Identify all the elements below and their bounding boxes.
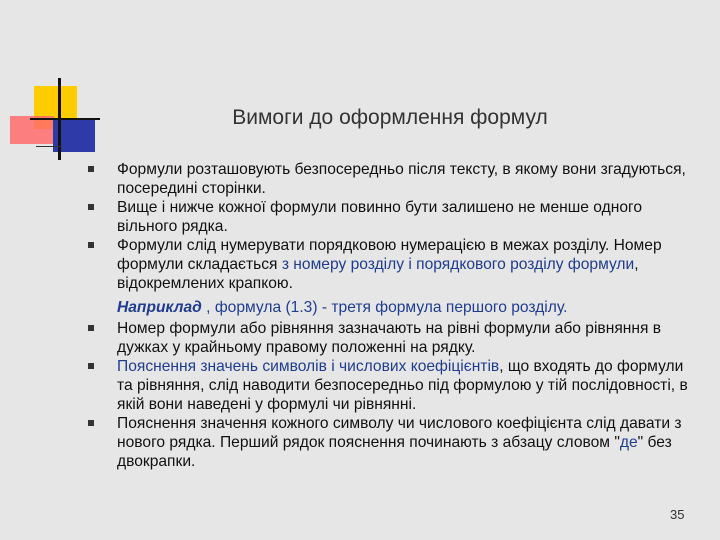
- bullet-list: [80, 160, 695, 471]
- highlight-text: де: [619, 434, 638, 451]
- square-bullet-icon: [88, 242, 94, 248]
- decor-horizontal-line: [30, 118, 100, 120]
- list-item: [80, 160, 695, 198]
- example-text: , формула (1.3) - третя формула першого: [201, 299, 512, 316]
- decor-red-square: [10, 116, 54, 144]
- page-number: 35: [670, 507, 685, 522]
- example-highlight: розділу: [511, 299, 564, 316]
- square-bullet-icon: [88, 204, 94, 210]
- square-bullet-icon: [88, 325, 94, 331]
- list-item-text: " без двокрапки.: [117, 434, 672, 470]
- list-item-text: Пояснення значення кожного символу чи числового коефіцієнта слід давати з нового рядка. Перший рядок пояснення починають з абзацу словом ": [117, 415, 682, 451]
- highlight-text: з номеру розділу і порядкового розділу формули: [281, 256, 635, 273]
- list-item: [80, 357, 695, 414]
- list-item-text: Формули слід нумерувати порядковою нумерацією в межах розділу. Номер формули складається: [117, 237, 662, 273]
- list-item-text: , що входять до формули та рівняння, слід наводити безпосередньо під формулою у тій послідовності, в якій вони наведені у формулі чи рівнянні.: [117, 358, 688, 413]
- square-bullet-icon: [88, 363, 94, 369]
- decor-short-line: [36, 146, 62, 147]
- list-item: [80, 414, 695, 471]
- list-item-text: Номер формули або рівняння зазначають на рівні формули або рівняння в дужках у крайньому правому положенні на рядку.: [117, 320, 662, 356]
- list-item: [80, 198, 695, 236]
- example-end: .: [563, 299, 568, 316]
- example-heading: Наприклад: [117, 299, 202, 316]
- list-item-text: , відокремлених крапкою.: [117, 256, 639, 292]
- list-item: [80, 319, 695, 357]
- list-item-text: Вище і нижче кожної формули повинно бути залишено не менше одного вільного рядка.: [117, 199, 643, 235]
- square-bullet-icon: [88, 420, 94, 426]
- highlight-text: Пояснення значень символів і числових коефіцієнтів: [117, 358, 500, 375]
- list-item: [80, 236, 695, 293]
- list-item-text: Формули розташовують безпосередньо після тексту, в якому вони згадуються, посередині сторінки.: [117, 161, 686, 197]
- example-line: [80, 298, 695, 317]
- slide-title: Вимоги до оформлення формул: [232, 106, 548, 129]
- square-bullet-icon: [88, 166, 94, 172]
